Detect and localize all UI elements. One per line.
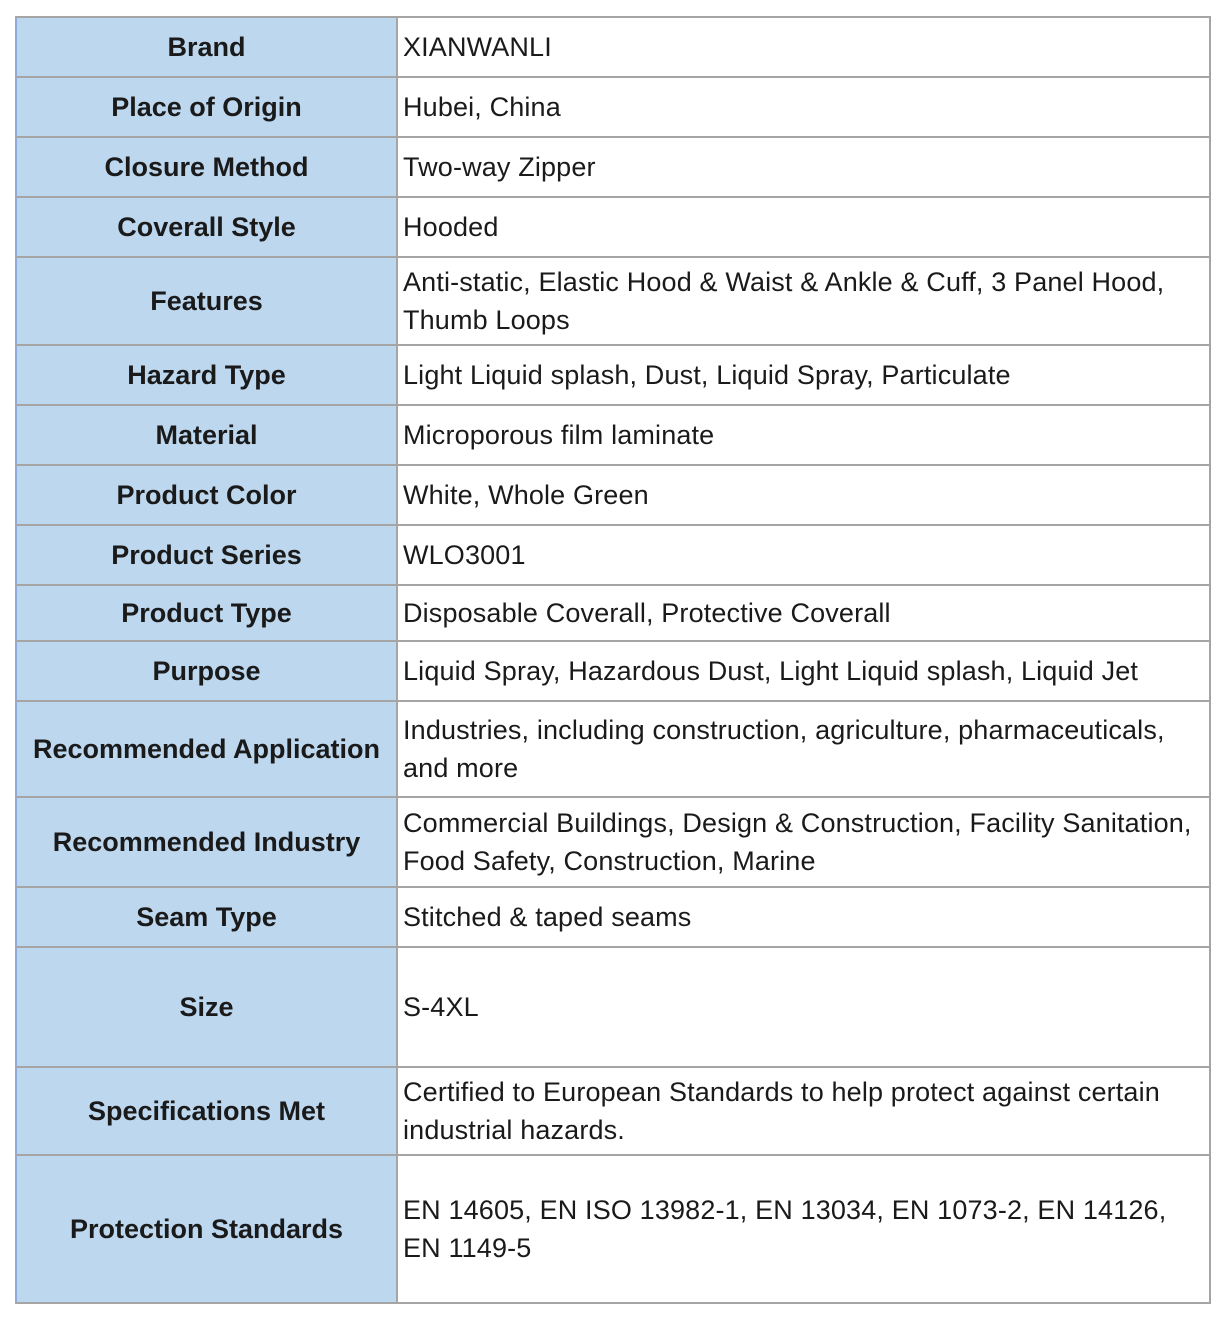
row-label-place-of-origin: Place of Origin xyxy=(16,77,397,137)
table-row xyxy=(16,887,1210,947)
row-label-features: Features xyxy=(16,257,397,345)
row-label-product-series: Product Series xyxy=(16,525,397,585)
row-label-brand: Brand xyxy=(16,17,397,77)
table-row xyxy=(16,1155,1210,1303)
row-value-product-type: Disposable Coverall, Protective Coverall xyxy=(397,585,1210,641)
row-value-product-series: WLO3001 xyxy=(397,525,1210,585)
table-row xyxy=(16,77,1210,137)
row-value-protection-standards: EN 14605, EN ISO 13982-1, EN 13034, EN 1073-2, EN 14126, EN 1149-5 xyxy=(397,1155,1210,1303)
row-label-purpose: Purpose xyxy=(16,641,397,701)
row-value-coverall-style: Hooded xyxy=(397,197,1210,257)
row-value-recommended-application: Industries, including construction, agriculture, pharmaceuticals, and more xyxy=(397,701,1210,797)
row-value-recommended-industry: Commercial Buildings, Design & Construction, Facility Sanitation, Food Safety, Construction, Marine xyxy=(397,797,1210,887)
row-label-seam-type: Seam Type xyxy=(16,887,397,947)
spec-table-body xyxy=(16,17,1210,1303)
row-value-closure-method: Two-way Zipper xyxy=(397,137,1210,197)
row-value-specifications-met: Certified to European Standards to help protect against certain industrial hazards. xyxy=(397,1067,1210,1155)
row-label-coverall-style: Coverall Style xyxy=(16,197,397,257)
table-row xyxy=(16,345,1210,405)
row-value-size: S-4XL xyxy=(397,947,1210,1067)
row-label-hazard-type: Hazard Type xyxy=(16,345,397,405)
table-row xyxy=(16,197,1210,257)
table-row xyxy=(16,641,1210,701)
row-value-seam-type: Stitched & taped seams xyxy=(397,887,1210,947)
row-value-product-color: White, Whole Green xyxy=(397,465,1210,525)
row-label-size: Size xyxy=(16,947,397,1067)
row-label-product-type: Product Type xyxy=(16,585,397,641)
row-value-material: Microporous film laminate xyxy=(397,405,1210,465)
table-row xyxy=(16,701,1210,797)
spec-table xyxy=(15,16,1211,1304)
table-row xyxy=(16,137,1210,197)
table-row xyxy=(16,405,1210,465)
table-row xyxy=(16,947,1210,1067)
row-label-material: Material xyxy=(16,405,397,465)
table-row xyxy=(16,257,1210,345)
row-label-product-color: Product Color xyxy=(16,465,397,525)
row-value-features: Anti-static, Elastic Hood & Waist & Ankle & Cuff, 3 Panel Hood, Thumb Loops xyxy=(397,257,1210,345)
row-value-purpose: Liquid Spray, Hazardous Dust, Light Liquid splash, Liquid Jet xyxy=(397,641,1210,701)
row-value-place-of-origin: Hubei, China xyxy=(397,77,1210,137)
row-label-specifications-met: Specifications Met xyxy=(16,1067,397,1155)
table-row xyxy=(16,525,1210,585)
row-label-closure-method: Closure Method xyxy=(16,137,397,197)
row-label-protection-standards: Protection Standards xyxy=(16,1155,397,1303)
row-label-recommended-industry: Recommended Industry xyxy=(16,797,397,887)
table-row xyxy=(16,585,1210,641)
table-row xyxy=(16,17,1210,77)
table-row xyxy=(16,797,1210,887)
table-row xyxy=(16,465,1210,525)
row-value-brand: XIANWANLI xyxy=(397,17,1210,77)
row-label-recommended-application: Recommended Application xyxy=(16,701,397,797)
row-value-hazard-type: Light Liquid splash, Dust, Liquid Spray, Particulate xyxy=(397,345,1210,405)
table-row xyxy=(16,1067,1210,1155)
